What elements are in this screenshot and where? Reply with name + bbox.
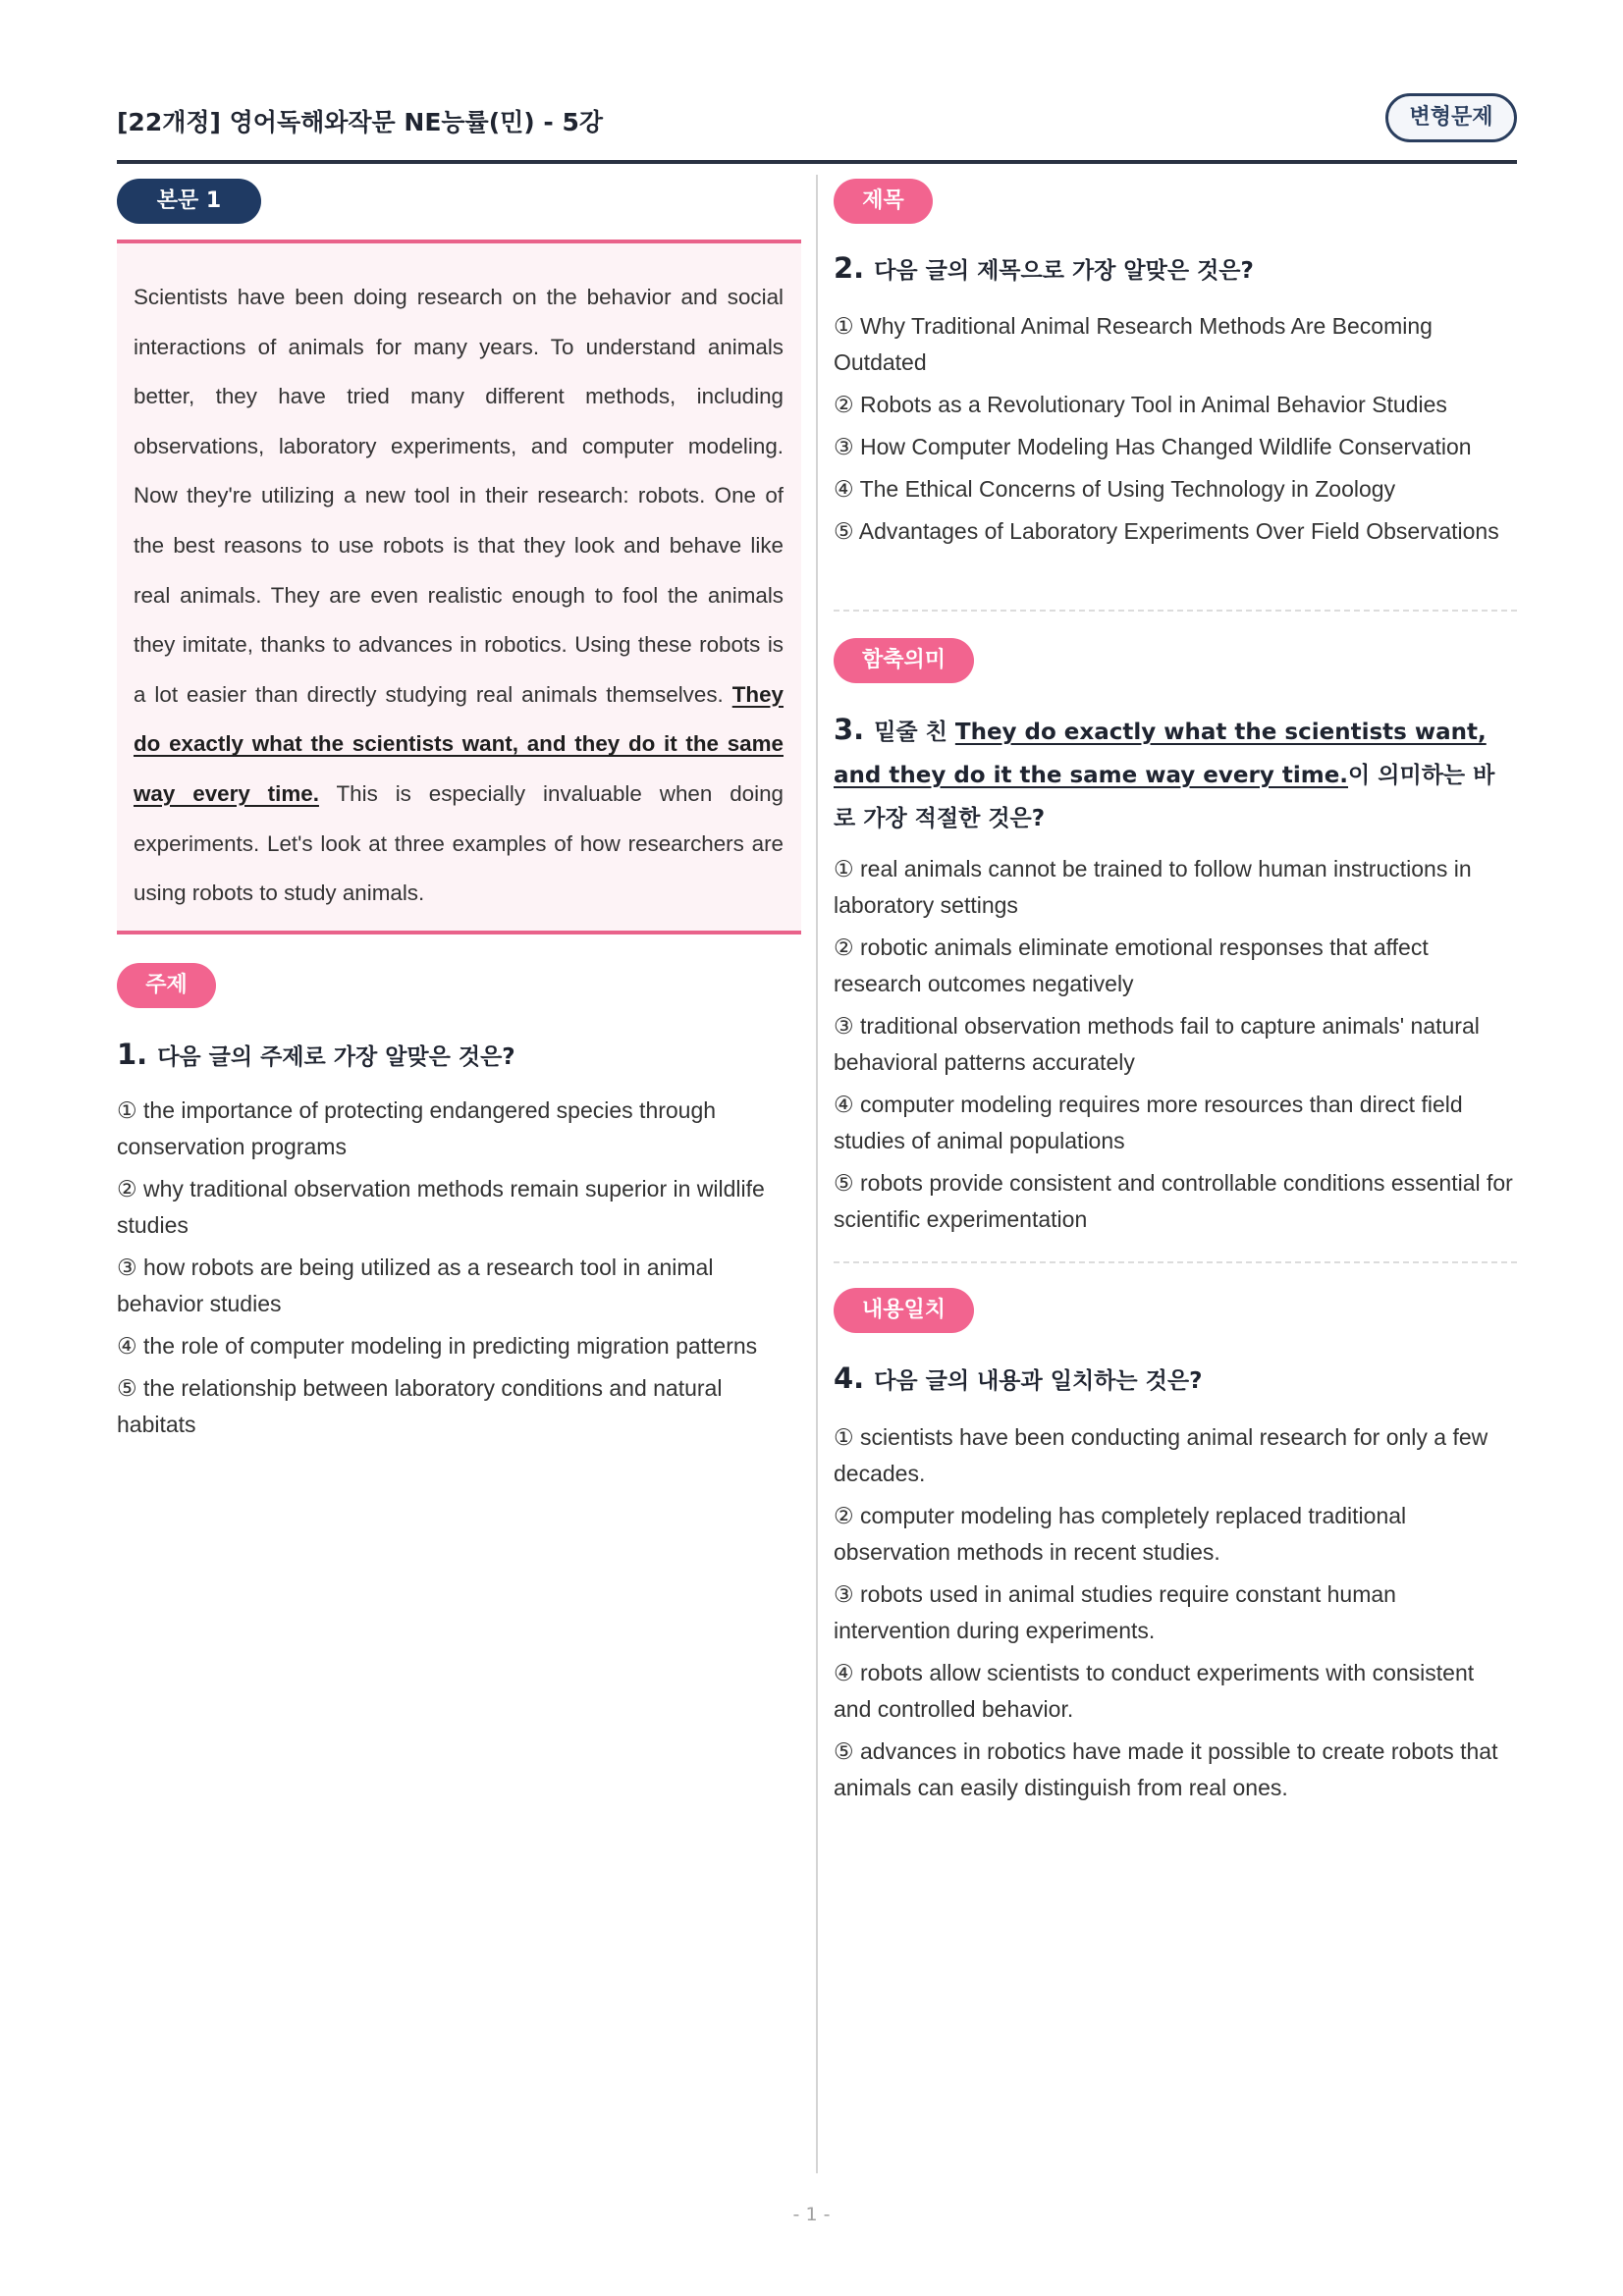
passage-text (134, 273, 784, 919)
q1-option-5[interactable]: ⑤ the relationship between laboratory conditions and natural habitats (117, 1375, 723, 1437)
q1-tag: 주제 (117, 963, 216, 1008)
separator-q2-q3 (834, 610, 1517, 612)
q2-question: 다음 글의 제목으로 가장 알맞은 것은? (874, 258, 1254, 284)
q2-number: 2. (834, 251, 865, 285)
q1-title (117, 1033, 794, 1079)
q4-option-5[interactable]: ⑤ advances in robotics have made it possible to create robots that animals can easily distinguish from real ones. (834, 1738, 1498, 1800)
q1-option-2[interactable]: ② why traditional observation methods remain superior in wildlife studies (117, 1176, 765, 1238)
q3-option-5[interactable]: ⑤ robots provide consistent and controllable conditions essential for scientific experimentation (834, 1170, 1513, 1232)
passage-text-after: This is especially invaluable when doing experiments. Let's look at three examples of how researchers are using robots to study animals. (134, 780, 784, 906)
q4-title (834, 1357, 1517, 1403)
q2-options (834, 308, 1517, 556)
q4-question: 다음 글의 내용과 일치하는 것은? (874, 1368, 1203, 1394)
q2-tag: 제목 (834, 179, 933, 224)
page-number: - 1 - (792, 2204, 831, 2225)
q3-underlined-quote: They do exactly what the scientists want, and they do it the same way every time. (834, 720, 1487, 788)
q3-number: 3. (834, 713, 865, 746)
q1-option-1[interactable]: ① the importance of protecting endangered species through conservation programs (117, 1097, 717, 1159)
q3-option-4[interactable]: ④ computer modeling requires more resources than direct field studies of animal populations (834, 1092, 1463, 1153)
q1-option-3[interactable]: ③ how robots are being utilized as a research tool in animal behavior studies (117, 1255, 714, 1316)
passage-label: 본문 1 (117, 179, 261, 224)
q3-option-3[interactable]: ③ traditional observation methods fail to capture animals' natural behavioral patterns accurately (834, 1013, 1480, 1075)
q3-question-prefix: 밑줄 친 (874, 720, 955, 745)
q2-option-5[interactable]: ⑤ Advantages of Laboratory Experiments Over Field Observations (834, 518, 1499, 544)
page-header (117, 93, 1517, 164)
q4-options (834, 1419, 1517, 1812)
passage-text-before: Scientists have been doing research on the behavior and social interactions of animals for many years. To understand animals better, they have tried many different methods, including observations, laboratory experiments, and computer modeling. Now they're utilizing a new tool in their research: robots. One of the best reasons to use robots is that they look and behave like real animals. They are even realistic enough to fool the animals they imitate, thanks to advances in robotics. Using these robots is a lot easier than directly studying real animals themselves. (134, 285, 784, 707)
question-type-badge: 변형문제 (1385, 93, 1517, 142)
q4-option-3[interactable]: ③ robots used in animal studies require constant human intervention during experiments. (834, 1581, 1396, 1643)
q3-option-1[interactable]: ① real animals cannot be trained to follow human instructions in laboratory settings (834, 856, 1472, 918)
q2-title (834, 246, 1517, 293)
q4-option-4[interactable]: ④ robots allow scientists to conduct experiments with consistent and controlled behavior. (834, 1660, 1475, 1722)
q4-option-2[interactable]: ② computer modeling has completely replaced traditional observation methods in recent studies. (834, 1503, 1407, 1565)
q1-options (117, 1093, 794, 1449)
q3-options (834, 851, 1517, 1244)
q2-option-2[interactable]: ② Robots as a Revolutionary Tool in Animal Behavior Studies (834, 392, 1447, 417)
q1-option-4[interactable]: ④ the role of computer modeling in predicting migration patterns (117, 1333, 758, 1359)
q3-option-2[interactable]: ② robotic animals eliminate emotional responses that affect research outcomes negatively (834, 934, 1429, 996)
q1-question: 다음 글의 주제로 가장 알맞은 것은? (157, 1044, 515, 1070)
q3-question-suffix: 이 의미하는 바로 가장 적절한 것은? (834, 763, 1495, 831)
q3-title (834, 708, 1511, 840)
passage-underlined-sentence: They do exactly what the scientists want, and they do it the same way every time. (134, 681, 784, 806)
column-divider (816, 175, 818, 2173)
q2-option-1[interactable]: ① Why Traditional Animal Research Methods Are Becoming Outdated (834, 313, 1433, 375)
separator-q3-q4 (834, 1261, 1517, 1263)
q4-tag: 내용일치 (834, 1288, 974, 1333)
q3-tag: 함축의미 (834, 638, 974, 683)
q4-option-1[interactable]: ① scientists have been conducting animal research for only a few decades. (834, 1424, 1488, 1486)
q2-option-4[interactable]: ④ The Ethical Concerns of Using Technology in Zoology (834, 476, 1396, 502)
q4-number: 4. (834, 1362, 865, 1395)
q2-option-3[interactable]: ③ How Computer Modeling Has Changed Wildlife Conservation (834, 434, 1472, 459)
q1-number: 1. (117, 1038, 148, 1071)
passage-box (117, 240, 801, 934)
document-title: [22개정] 영어독해와작문 NE능률(민) - 5강 (117, 108, 604, 136)
